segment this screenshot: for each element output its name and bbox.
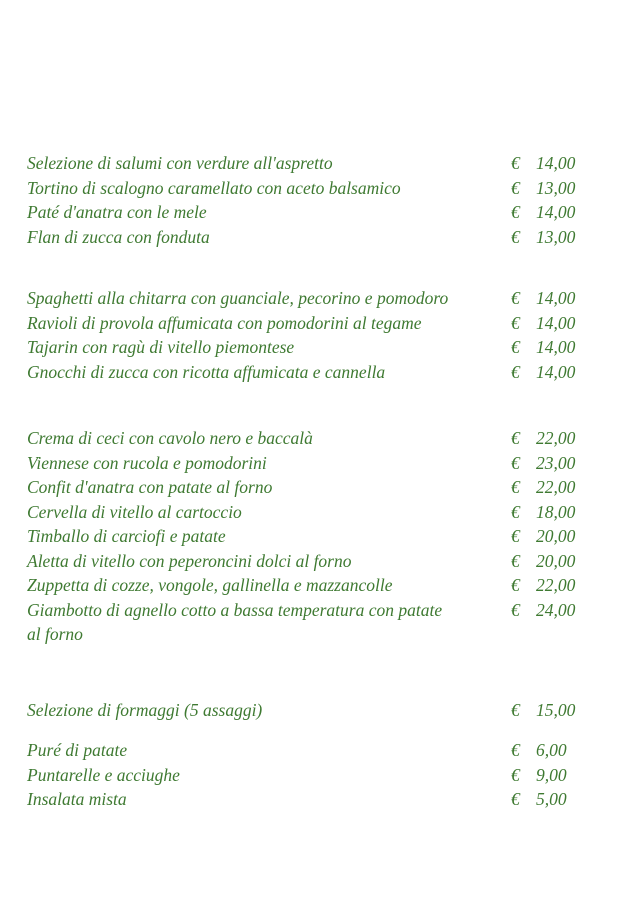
currency-symbol: €: [511, 575, 520, 595]
menu-item: [27, 524, 587, 549]
dish-price: 9,00: [536, 764, 567, 785]
dish-price: 15,00: [536, 700, 576, 720]
menu-section-formaggi: [27, 698, 587, 723]
menu-item: [27, 500, 587, 525]
dish-name: Aletta di vitello con peperoncini dolci al forno: [27, 550, 352, 571]
dish-name: Timballo di carciofi e patate: [27, 526, 226, 546]
dish-price: 14,00: [536, 312, 576, 333]
menu-item: [27, 549, 587, 574]
menu-item: [27, 698, 587, 723]
dish-price: 24,00: [536, 599, 576, 620]
menu-item: [27, 475, 587, 500]
menu-item: [27, 738, 587, 763]
dish-name: Spaghetti alla chitarra con guanciale, pecorino e pomodoro: [27, 288, 449, 308]
currency-symbol: €: [511, 740, 520, 760]
dish-name: Viennese con rucola e pomodorini: [27, 452, 267, 473]
menu-item: [27, 176, 587, 201]
dish-name: Puntarelle e acciughe: [27, 764, 180, 785]
currency-symbol: €: [511, 477, 520, 497]
dish-price: 5,00: [536, 789, 567, 809]
dish-name: Ravioli di provola affumicata con pomodorini al tegame: [27, 312, 422, 333]
dish-price: 13,00: [536, 226, 576, 247]
menu-item: [27, 787, 587, 812]
currency-symbol: €: [511, 226, 520, 247]
dish-price: 22,00: [536, 428, 576, 448]
currency-symbol: €: [511, 789, 520, 809]
dish-price: 14,00: [536, 202, 576, 222]
menu-section-primi: [27, 286, 587, 384]
currency-symbol: €: [511, 337, 520, 357]
dish-price: 6,00: [536, 740, 567, 760]
currency-symbol: €: [511, 700, 520, 720]
dish-price: 13,00: [536, 177, 576, 198]
dish-name: Flan di zucca con fonduta: [27, 226, 210, 247]
currency-symbol: €: [511, 550, 520, 571]
dish-name: Insalata mista: [27, 789, 127, 809]
menu-section-secondi: [27, 426, 587, 647]
dish-name: Gnocchi di zucca con ricotta affumicata e cannella: [27, 361, 386, 382]
menu-item: [27, 311, 587, 336]
currency-symbol: €: [511, 312, 520, 333]
dish-name: Zuppetta di cozze, vongole, gallinella e mazzancolle: [27, 575, 393, 595]
dish-price: 18,00: [536, 501, 576, 522]
currency-symbol: €: [511, 288, 520, 308]
dish-name: Paté d'anatra con le mele: [27, 202, 207, 222]
menu-item: [27, 200, 587, 225]
currency-symbol: €: [511, 361, 520, 382]
dish-price: 14,00: [536, 361, 576, 382]
menu-item: [27, 598, 587, 647]
dish-price: 14,00: [536, 337, 576, 357]
menu-item: [27, 225, 587, 250]
menu-item: [27, 286, 587, 311]
currency-symbol: €: [511, 599, 520, 620]
dish-name: Cervella di vitello al cartoccio: [27, 501, 242, 522]
currency-symbol: €: [511, 452, 520, 473]
menu-item: [27, 573, 587, 598]
currency-symbol: €: [511, 202, 520, 222]
menu-item: [27, 763, 587, 788]
dish-price: 22,00: [536, 477, 576, 497]
dish-name: Selezione di formaggi (5 assaggi): [27, 700, 263, 720]
dish-name: Tortino di scalogno caramellato con aceto balsamico: [27, 177, 401, 198]
dish-price: 14,00: [536, 288, 576, 308]
menu-section-contorni: [27, 738, 587, 812]
dish-name: Tajarin con ragù di vitello piemontese: [27, 337, 295, 357]
dish-name: Puré di patate: [27, 740, 128, 760]
dish-price: 20,00: [536, 526, 576, 546]
dish-name: Giambotto di agnello cotto a bassa temperatura con patate al forno: [27, 599, 443, 644]
menu-item: [27, 151, 587, 176]
dish-price: 20,00: [536, 550, 576, 571]
menu-item: [27, 451, 587, 476]
dish-name: Confit d'anatra con patate al forno: [27, 477, 273, 497]
currency-symbol: €: [511, 526, 520, 546]
currency-symbol: €: [511, 177, 520, 198]
currency-symbol: €: [511, 428, 520, 448]
menu-item: [27, 335, 587, 360]
dish-price: 22,00: [536, 575, 576, 595]
menu-item: [27, 360, 587, 385]
menu-item: [27, 426, 587, 451]
currency-symbol: €: [511, 764, 520, 785]
dish-price: 14,00: [536, 153, 576, 173]
currency-symbol: €: [511, 501, 520, 522]
currency-symbol: €: [511, 153, 520, 173]
dish-name: Crema di ceci con cavolo nero e baccalà: [27, 428, 313, 448]
dish-name: Selezione di salumi con verdure all'aspretto: [27, 153, 333, 173]
dish-price: 23,00: [536, 452, 576, 473]
menu-section-antipasti: [27, 151, 587, 249]
